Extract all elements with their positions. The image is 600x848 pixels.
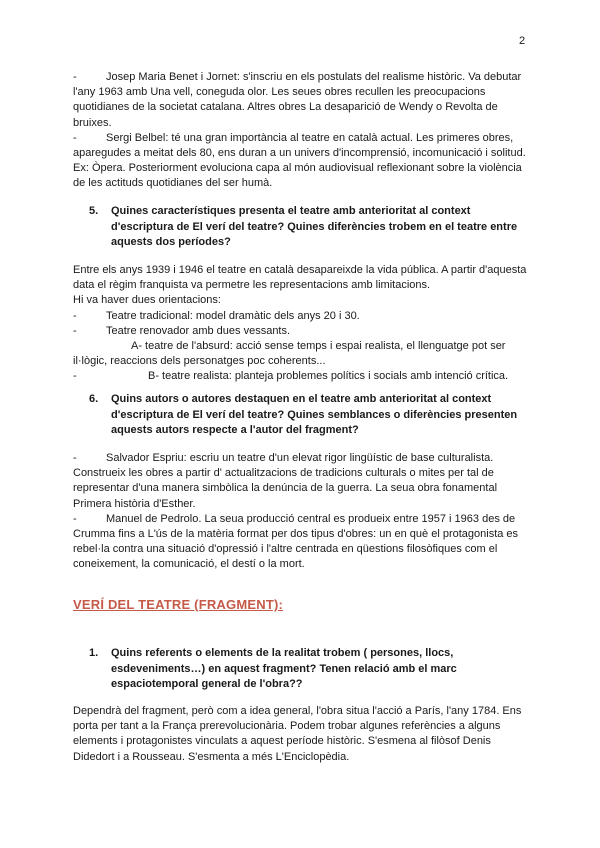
list-dash: - <box>73 512 77 525</box>
list-item-text: Josep Maria Benet i Jornet: s'inscriu en els postulats del realisme històric. Va debutar l'any 1963 amb Una vell, coneguda olor. Les seues obres recullen les preocupacions quotidianes de la societat catalana. Altres obres La desaparició de Wendy o Revolta de bruixes. <box>73 71 522 129</box>
list-item <box>73 451 533 512</box>
list-item <box>73 369 533 384</box>
list-item-text: Salvador Espriu: escriu un teatre d'un elevat rigor lingüístic de base culturalista. Construeix les obres a partir d' actualitzacions de tradicions culturals o mites per tal de representar d'una manera simbòlica la denúncia de la guerra. La seua obra fonamental Primera història d'Esther. <box>73 452 498 510</box>
answer-6 <box>73 451 533 573</box>
list-dash: - <box>73 452 77 464</box>
question-text: Quins referents o elements de la realitat trobem ( persones, llocs, esdeveniments…) en aquest fragment? Tenen relació amb el marc espaciotemporal general de l'obra?? <box>111 647 457 690</box>
question-6 <box>89 392 529 439</box>
section-heading: VERÍ DEL TEATRE (FRAGMENT): <box>73 597 284 612</box>
question-text: Quins autors o autores destaquen en el teatre amb anterioritat al context d'escriptura de El verí del teatre? Quines semblances o diferències presenten aquests autors respecte a l'autor del fragment? <box>111 393 518 436</box>
list-dash: - <box>73 71 77 83</box>
list-item <box>73 339 533 369</box>
list-dash: - <box>73 370 77 383</box>
list-item-text: Manuel de Pedrolo. La seua producció central es produeix entre 1957 i 1963 des de Crumma fins a L'ús de la matèria format per dos tipus d'obres: un en què el protagonista es rebel·la contra una situació d'opressió i l'altre centrada en qüestions filosòfiques com el coneixement, la comunicació, el destí o la mort. <box>73 512 519 571</box>
page-number: 2 <box>519 35 526 47</box>
answer-paragraph: Dependrà del fragment, però com a idea general, l'obra situa l'acció a París, l'any 1784. Ens porta per tant a la França prerevolucionària. Podem trobar algunes referències a alguns elements i protagonistes vinculats a aquest període històric. S'esmena al filòsof Denis Didedort i a Rousseau. S'esmenta a més L'Enciclopèdia. <box>73 705 522 763</box>
list-item <box>73 309 533 324</box>
list-dash: - <box>73 131 77 144</box>
list-item-text: Sergi Belbel: té una gran importància al teatre en català actual. Les primeres obres, aparegudes a meitat dels 80, ens duran a un univers d'incomprensió, incomunicació i solitud. Ex: Òpera. Posteriorment evoluciona capa al món audiovisual reflexionant sobre la violència de les actituds quotidianes del ser humà. <box>73 131 526 190</box>
authors-list-part1 <box>73 70 533 192</box>
list-item-text: B- teatre realista: planteja problemes polítics i socials amb intenció crítica. <box>148 370 509 383</box>
answer-paragraph: Entre els anys 1939 i 1946 el teatre en català desapareixde la vida pública. A partir d'aquesta data el règim franquista va permetre les representacions amb limitacions. <box>73 264 527 292</box>
answer-1 <box>73 704 533 765</box>
list-dash: - <box>73 309 77 322</box>
list-item-text: Teatre renovador amb dues vessants. <box>106 324 291 337</box>
question-number: 1. <box>89 647 99 659</box>
answer-paragraph: Hi va haver dues orientacions: <box>73 294 221 307</box>
answer-5 <box>73 263 533 385</box>
list-item <box>73 131 533 192</box>
question-number: 5. <box>89 205 99 217</box>
list-item-text: A- teatre de l'absurd: acció sense temps i espai realista, el llenguatge pot ser il·lògic, reaccions dels personatges poc coherents... <box>73 340 506 368</box>
question-number: 6. <box>89 393 99 405</box>
list-item-text: Teatre tradicional: model dramàtic dels anys 20 i 30. <box>106 309 360 322</box>
question-text: Quines característiques presenta el teatre amb anterioritat al context d'escriptura de El verí del teatre? Quines diferències trobem en el teatre entre aquests dos períodes? <box>111 205 518 248</box>
question-1 <box>89 646 529 693</box>
question-5 <box>89 204 529 251</box>
list-dash: - <box>73 324 77 337</box>
list-item <box>73 512 533 573</box>
list-item <box>73 324 533 339</box>
list-item <box>73 70 533 131</box>
